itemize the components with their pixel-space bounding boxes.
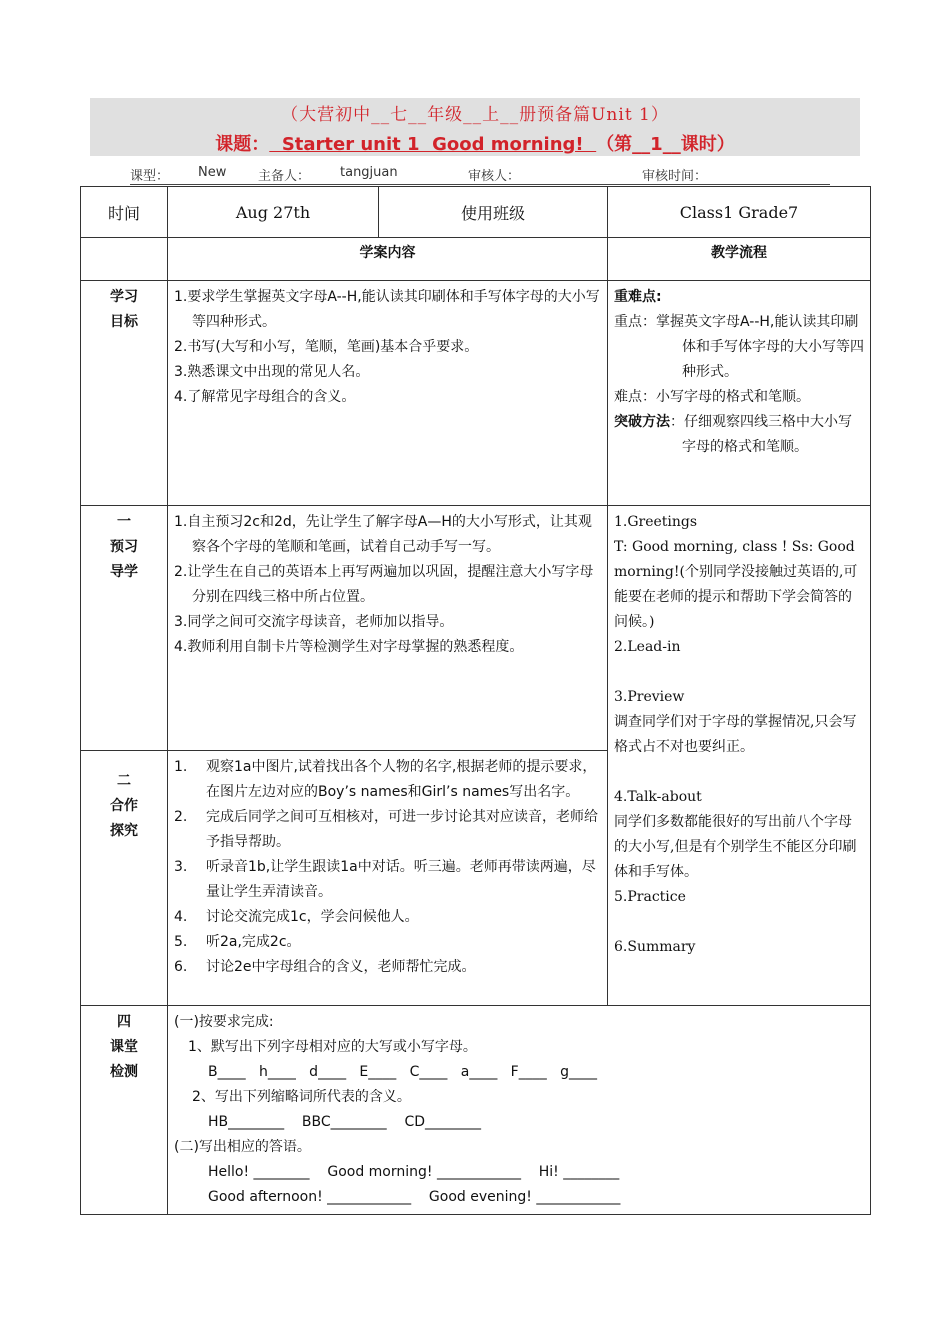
- class-value: Class1 Grade7: [608, 187, 871, 238]
- explore-item: 5. 听2a,完成2c。: [174, 934, 301, 950]
- teaching-flow-content: [608, 506, 871, 1006]
- flow-greetings-title: 1.Greetings: [614, 514, 698, 530]
- study-content-header: 学案内容: [168, 238, 608, 281]
- lesson-plan-table: [80, 186, 871, 1215]
- preparer-label: 主备人：: [258, 169, 311, 184]
- preview-content: [168, 506, 608, 751]
- check-q1: 1、默写出下列字母相对应的大写或小写字母。: [188, 1039, 477, 1055]
- lesson-title: [90, 130, 860, 156]
- time-label: 时间: [81, 187, 168, 238]
- type-label: 课型：: [130, 169, 170, 184]
- type-value: New: [198, 165, 227, 180]
- explore-content: [168, 751, 608, 1006]
- check-answer-line2: Good afternoon! ____________ Good evening! ____________: [208, 1189, 621, 1205]
- flow-leadin-title: 2.Lead-in: [614, 639, 681, 655]
- explore-label-line1: 二: [117, 773, 131, 789]
- check-part1-title: (一)按要求完成:: [174, 1014, 274, 1030]
- preview-item: 4.教师利用自制卡片等检测学生对字母掌握的熟悉程度。: [174, 639, 524, 655]
- lesson-period: （第__1__课时）: [596, 134, 735, 155]
- check-q2-blanks: HB________ BBC________ CD________: [208, 1114, 482, 1130]
- check-label-line2: 课堂: [110, 1039, 138, 1055]
- reviewer-label: 审核人：: [468, 169, 521, 184]
- flow-talk-title: 4.Talk-about: [614, 789, 702, 805]
- difficulty: 难点：小写字母的格式和笔顺。: [614, 389, 810, 405]
- flow-summary-title: 6.Summary: [614, 939, 696, 955]
- check-content: [168, 1006, 871, 1215]
- flow-preview-text: 调查同学们对于字母的掌握情况,只会写格式占不对也要纠正。: [614, 714, 857, 755]
- lesson-topic: Starter unit 1 Good morning!: [269, 134, 597, 155]
- check-label-line1: 四: [117, 1014, 131, 1030]
- explore-label: [81, 751, 168, 1006]
- preview-label-line2: 预习: [110, 539, 138, 555]
- objective-item: 4.了解常见字母组合的含义。: [174, 389, 356, 405]
- explore-item: 2. 完成后同学之间可互相核对，可进一步讨论其对应读音，老师给予指导帮助。: [174, 809, 598, 850]
- preview-item: 2.让学生在自己的英语本上再写两遍加以巩固，提醒注意大小写字母分别在四线三格中所占位置。: [174, 564, 594, 605]
- objective-item: 2.书写(大写和小写，笔顺，笔画)基本合乎要求。: [174, 339, 479, 355]
- check-answer-line1: Hello! ________ Good morning! ____________ Hi! ________: [208, 1164, 620, 1180]
- preview-label-line3: 导学: [110, 564, 138, 580]
- teaching-flow-header: 教学流程: [608, 238, 871, 281]
- method: [614, 410, 864, 460]
- review-time-label: 审核时间：: [642, 169, 708, 184]
- objectives-label-line2: 目标: [110, 314, 138, 330]
- explore-label-line3: 探究: [110, 823, 138, 839]
- class-label: 使用班级: [379, 187, 608, 238]
- meta-row: [130, 164, 830, 185]
- check-label: [81, 1006, 168, 1215]
- objectives-label-line1: 学习: [110, 289, 138, 305]
- explore-item: 6. 讨论2e中字母组合的含义，老师帮忙完成。: [174, 959, 476, 975]
- check-q1-blanks: B____ h____ d____ E____ C____ a____ F____ g____: [208, 1064, 597, 1080]
- preview-item: 3.同学之间可交流字母读音，老师加以指导。: [174, 614, 454, 630]
- check-q2: 2、写出下列缩略词所代表的含义。: [192, 1089, 411, 1105]
- key-point: 重点：掌握英文字母A--H,能认读其印刷体和手写体字母的大小写等四种形式。: [614, 314, 864, 380]
- preview-label: [81, 506, 168, 751]
- preview-label-line1: 一: [117, 514, 131, 530]
- method-text: ：仔细观察四线三格中大小写字母的格式和笔顺。: [670, 414, 852, 455]
- check-part2-title: (二)写出相应的答语。: [174, 1139, 311, 1155]
- time-value: Aug 27th: [168, 187, 379, 238]
- check-label-line3: 检测: [110, 1064, 138, 1080]
- key-points-content: [608, 281, 871, 506]
- explore-label-line2: 合作: [110, 798, 138, 814]
- objectives-label: [81, 281, 168, 506]
- flow-talk-text: 同学们多数都能很好的写出前八个字母的大小写,但是有个别学生不能区分印刷体和手写体。: [614, 814, 857, 880]
- explore-item: 1. 观察1a中图片,试着找出各个人物的名字,根据老师的提示要求，在图片左边对应的Boy’s names和Girl’s names写出名字。: [174, 759, 597, 800]
- preparer-value: tangjuan: [340, 165, 398, 180]
- explore-item: 4. 讨论交流完成1c，学会问候他人。: [174, 909, 419, 925]
- preview-item: 1.自主预习2c和2d，先让学生了解字母A—H的大小写形式，让其观察各个字母的笔顺和笔画，试着自己动手写一写。: [174, 514, 592, 555]
- objective-item: 3.熟悉课文中出现的常见人名。: [174, 364, 370, 380]
- explore-item: 3. 听录音1b,让学生跟读1a中对话。听三遍。老师再带读两遍，尽量让学生弄清读音。: [174, 859, 596, 900]
- key-points-title: 重难点:: [614, 289, 662, 305]
- lesson-title-prefix: 课题：: [215, 134, 270, 155]
- flow-practice-title: 5.Practice: [614, 889, 686, 905]
- method-label: 突破方法: [614, 414, 670, 430]
- flow-greetings-text: T: Good morning, class ! Ss: Good morning!(个别同学没接触过英语的,可能要在老师的提示和帮助下学会简答的问候。): [614, 539, 858, 630]
- header-course-line: （大营初中__七__年级__上__册预备篇Unit 1）: [281, 105, 669, 125]
- objectives-content: [168, 281, 608, 506]
- flow-preview-title: 3.Preview: [614, 689, 685, 705]
- objective-item: 1.要求学生掌握英文字母A--H,能认读其印刷体和手写体字母的大小写等四种形式。: [174, 289, 600, 330]
